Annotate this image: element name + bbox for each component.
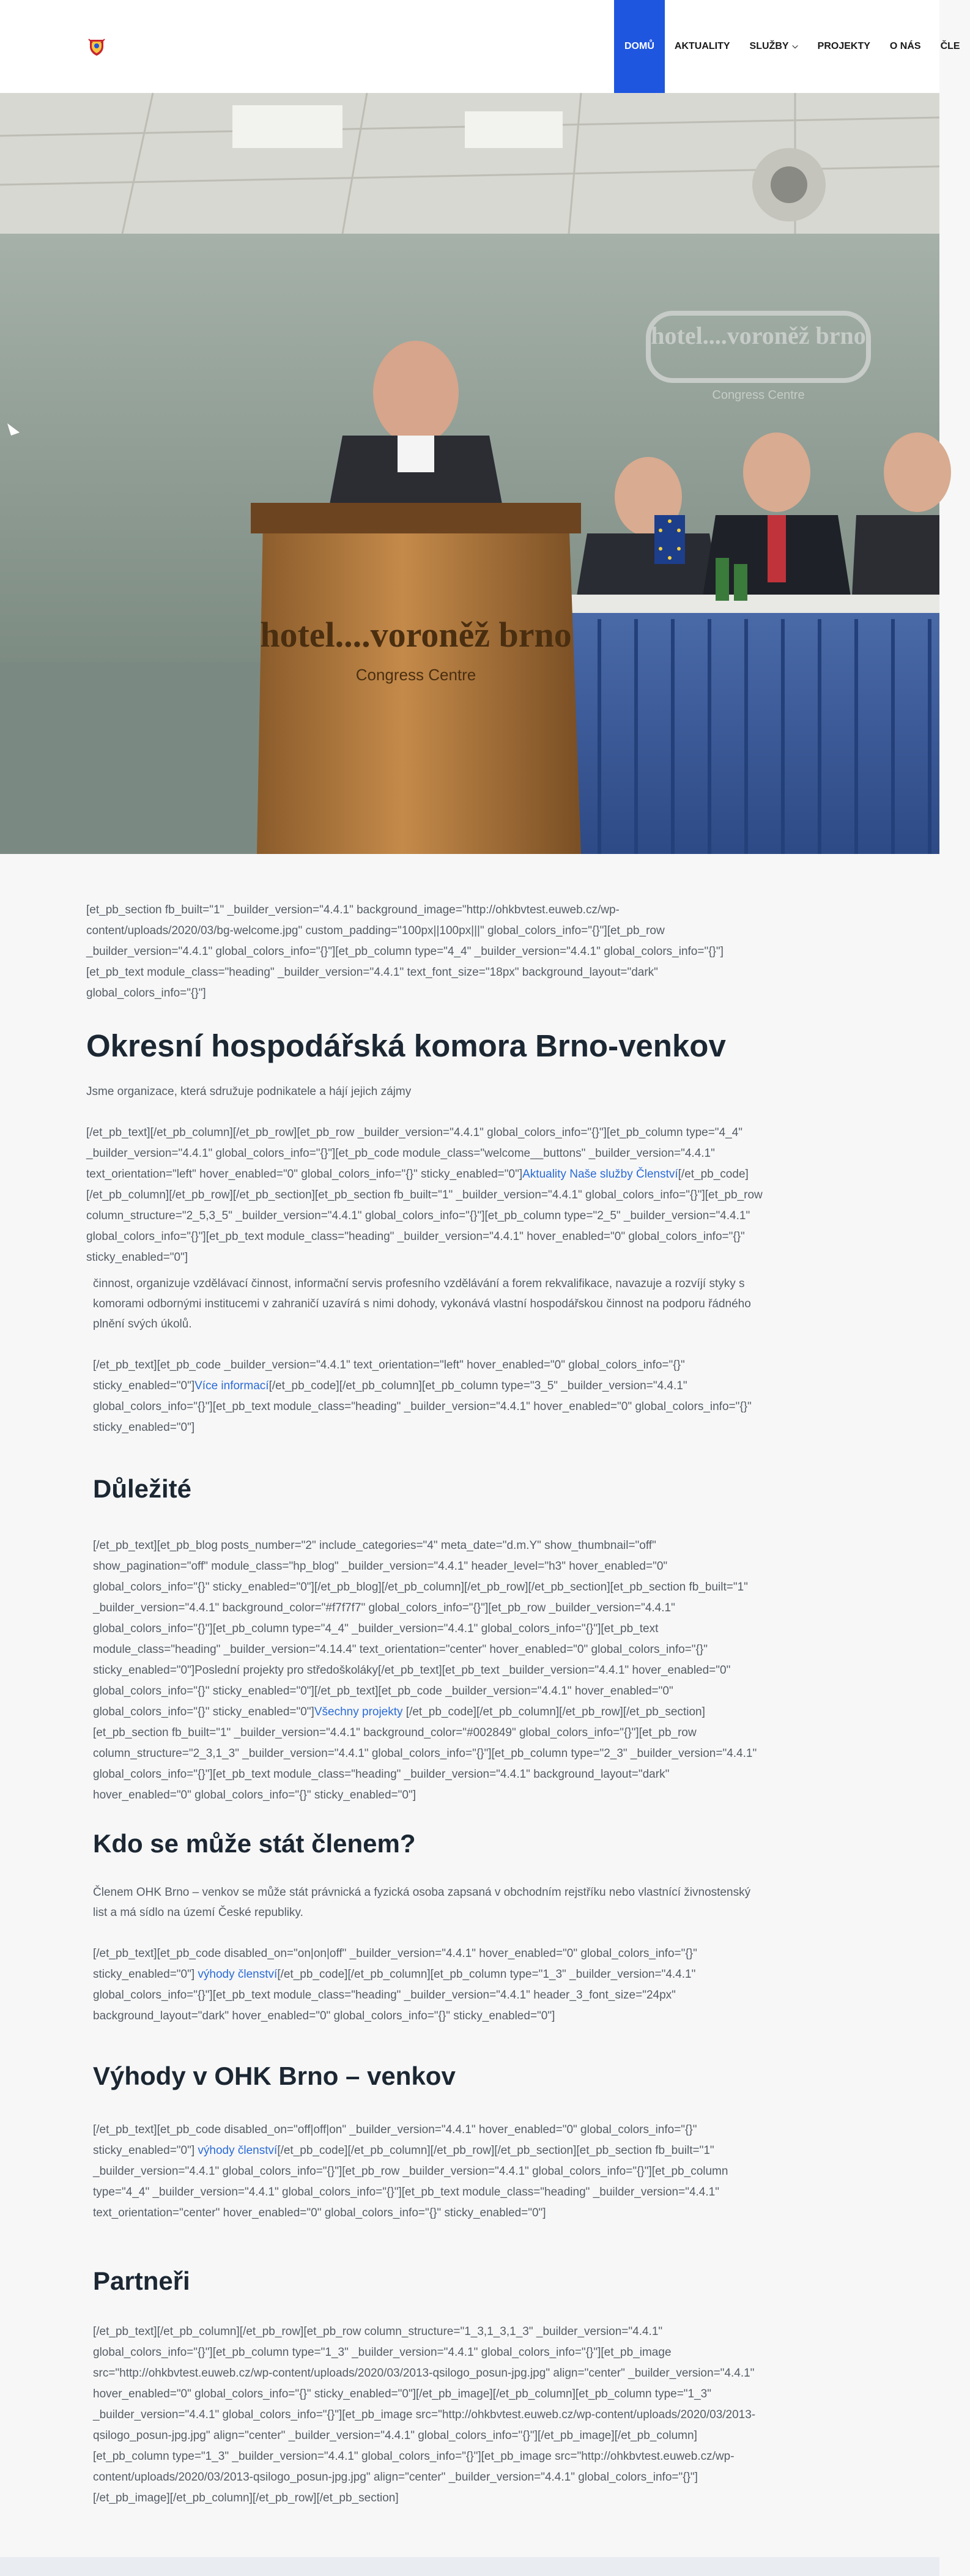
podium-subtext: Congress Centre: [355, 666, 476, 684]
page-subtitle: Jsme organizace, která sdružuje podnikatele a hájí jejich zájmy: [86, 1085, 412, 1098]
partners-heading: Partneři: [93, 2266, 190, 2295]
shortcode-2-before: [/et_pb_text][/et_pb_column][/et_pb_row][et_pb_row _builder_version="4.4.1" global_colors_info="{}"][et_pb_column type="4_4" _builder_version="4.4.1" global_colors_info="{}"][et_pb_code module_class="welcome__buttons" _builder_version="4.4.1" text_orientation="left" hover_enabled="0" global_colors_info="{}" sticky_enabled="0"]: [86, 1126, 742, 1181]
nav-item-membership[interactable]: [931, 0, 970, 93]
page-title: Okresní hospodářská komora Brno-venkov: [86, 1028, 726, 1063]
shortcode-3-before: [/et_pb_text][et_pb_code _builder_version="4.4.1" text_orientation="left" hover_enabled="0" global_colors_info="{}" sticky_enabled="0"]: [93, 1359, 685, 1392]
shortcode-block-4: [93, 1535, 766, 1806]
shortcode-2-after: [/et_pb_code][/et_pb_column][/et_pb_row][/et_pb_section][et_pb_section fb_built="1" _builder_version="4.4.1" global_colors_info="{}"][et_pb_row column_structure="2_5,3_5" _builder_version="4.4.1" global_colors_info="{}"][et_pb_column type="2_5" _builder_version="4.4.1" global_colors_info="{}"][et_pb_text module_class="heading" _builder_version="4.4.1" hover_enabled="0" global_colors_info="{}" sticky_enabled="0"]: [86, 1168, 763, 1264]
shortcode-block-5: [93, 1943, 766, 2027]
all-projects-link[interactable]: Všechny projekty: [314, 1706, 403, 1718]
nav-item-home[interactable]: [614, 0, 665, 93]
nav-item-news[interactable]: [665, 0, 740, 93]
nav-home-label: DOMŮ: [624, 41, 654, 51]
shortcode-block-7: [/et_pb_text][/et_pb_column][/et_pb_row][et_pb_row column_structure="1_3,1_3,1_3" _builder_version="4.4.1" global_colors_info="{}"][et_pb_column type="1_3" _builder_version="4.4.1" global_colors_info="{}"][et_pb_image src="http://ohkbvtest.euweb.cz/wp-content/uploads/2020/03/2013-qsilogo_posun-jpg.jpg" align="center" _builder_version="4.4.1" hover_enabled="0" global_colors_info="{}" sticky_enabled="0"][/et_pb_image][/et_pb_column][et_pb_column type="1_3" _builder_version="4.4.1" global_colors_info="{}"][et_pb_image src="http://ohkbvtest.euweb.cz/wp-content/uploads/2020/03/2013-qsilogo_posun-jpg.jpg" align="center" _builder_version="4.4.1" global_colors_info="{}"][/et_pb_image][/et_pb_column][et_pb_column type="1_3" _builder_version="4.4.1" global_colors_info="{}"][et_pb_image src="http://ohkbvtest.euweb.cz/wp-content/uploads/2020/03/2013-qsilogo_posun-jpg.jpg" align="center" _builder_version="4.4.1" global_colors_info="{}"][/et_pb_image][/et_pb_column][/et_pb_row][/et_pb_section]: [93, 2325, 756, 2504]
services-link[interactable]: Naše služby: [569, 1168, 633, 1181]
shortcode-5-before: [/et_pb_text][et_pb_code disabled_on="on|on|off" _builder_version="4.4.1" hover_enabled="0" global_colors_info="{}" sticky_enabled="0"]: [93, 1947, 697, 1981]
shortcode-block-6: [93, 2120, 772, 2224]
main-nav: [614, 0, 970, 93]
nav-about-label: O NÁS: [889, 41, 921, 51]
membership-link[interactable]: Členství: [636, 1168, 678, 1181]
news-link[interactable]: Aktuality: [522, 1168, 566, 1181]
shortcode-block-2: [86, 1123, 771, 1268]
nav-services-label: SLUŽBY: [749, 41, 789, 51]
nav-projects-label: PROJEKTY: [817, 41, 870, 51]
crest-icon[interactable]: [87, 38, 106, 56]
shortcode-6-after: [/et_pb_code][/et_pb_column][/et_pb_row][/et_pb_section][et_pb_section fb_built="1" _builder_version="4.4.1" global_colors_info="{}"][et_pb_row _builder_version="4.4.1" global_colors_info="{}"][et_pb_column type="4_4" _builder_version="4.4.1" global_colors_info="{}"][et_pb_text module_class="heading" _builder_version="4.4.1" text_orientation="center" hover_enabled="0" global_colors_info="{}" sticky_enabled="0"]: [93, 2144, 728, 2219]
about-text: činnost, organizuje vzdělávací činnost, informační servis profesního vzdělávání a forem rekvalifikace, navazuje a rozvíjí styky s komorami odbornými institucemi v zahraničí uzavírá s nimi dohody, vykonává vlastní hospodářskou činnost na podporu řádného plnění svých úkolů.: [93, 1277, 751, 1331]
hero-image: [0, 93, 939, 854]
more-info-link[interactable]: Více informací: [194, 1379, 269, 1392]
nav-news-label: AKTUALITY: [674, 41, 730, 51]
shortcode-6-before: [/et_pb_text][et_pb_code disabled_on="off|off|on" _builder_version="4.4.1" hover_enabled="0" global_colors_info="{}" sticky_enabled="0"]: [93, 2123, 697, 2157]
podium-text: hotel....voroněž brno: [260, 615, 572, 655]
important-heading: Důležité: [93, 1474, 192, 1503]
wall-sign-text: hotel....voroněž brno: [651, 322, 866, 349]
footer-strip: [0, 2557, 939, 2576]
chevron-down-icon: ⌵: [792, 41, 798, 50]
membership-benefits-link[interactable]: výhody členství: [198, 1968, 278, 1981]
shortcode-3-after: [/et_pb_code][/et_pb_column][et_pb_column type="3_5" _builder_version="4.4.1" global_colors_info="{}"][et_pb_text module_class="heading" _builder_version="4.4.1" hover_enabled="0" global_colors_info="{}" sticky_enabled="0"]: [93, 1379, 752, 1434]
site-header: [0, 0, 960, 93]
shortcode-4-before: [/et_pb_text][et_pb_blog posts_number="2" include_categories="4" meta_date="d.m.Y" show_thumbnail="off" show_pagination="off" module_class="hp_blog" _builder_version="4.4.1" header_level="h3" hover_enabled="0" global_colors_info="{}" sticky_enabled="0"][/et_pb_blog][/et_pb_column][/et_pb_row][/et_pb_section][et_pb_section fb_built="1" _builder_version="4.4.1" background_color="#f7f7f7" global_colors_info="{}"][et_pb_row _builder_version="4.4.1" global_colors_info="{}"][et_pb_column type="4_4" _builder_version="4.4.1" global_colors_info="{}"][et_pb_text module_class="heading" _builder_version="4.14.4" text_orientation="center" hover_enabled="0" global_colors_info="{}" sticky_enabled="0"]Poslední projekty pro středoškoláky[/et_pb_text][et_pb_text _builder_version="4.4.1" hover_enabled="0" global_colors_info="{}" sticky_enabled="0"][/et_pb_text][et_pb_code _builder_version="4.4.1" hover_enabled="0" global_colors_info="{}" sticky_enabled="0"]: [93, 1539, 748, 1718]
membership-heading: Kdo se může stát členem?: [93, 1829, 416, 1858]
conference-photo: [0, 93, 939, 854]
shortcode-4-after: [/et_pb_code][/et_pb_column][/et_pb_row][/et_pb_section][et_pb_section fb_built="1" _builder_version="4.4.1" background_color="#002849" global_colors_info="{}"][et_pb_row column_structure="2_3,1_3" _builder_version="4.4.1" global_colors_info="{}"][et_pb_column type="2_3" _builder_version="4.4.1" global_colors_info="{}"][et_pb_text module_class="heading" _builder_version="4.4.1" background_layout="dark" hover_enabled="0" global_colors_info="{}" sticky_enabled="0"]: [93, 1706, 757, 1802]
shortcode-5-after: [/et_pb_code][/et_pb_column][et_pb_column type="1_3" _builder_version="4.4.1" global_colors_info="{}"][et_pb_text module_class="heading" _builder_version="4.4.1" header_3_font_size="24px" background_layout="dark" hover_enabled="0" global_colors_info="{}" sticky_enabled="0"]: [93, 1968, 696, 2022]
nav-item-about[interactable]: [880, 0, 931, 93]
nav-membership-label: ČLE: [940, 41, 960, 51]
nav-item-services[interactable]: [740, 0, 808, 93]
benefits-heading: Výhody v OHK Brno – venkov: [93, 2062, 456, 2090]
benefits-link[interactable]: výhody členství: [198, 2144, 278, 2157]
shortcode-block-3: [93, 1355, 766, 1438]
membership-text: Členem OHK Brno – venkov se může stát právnická a fyzická osoba zapsaná v obchodním rejstříku nebo vlastnící živnostenský list a má sídlo na území České republiky.: [93, 1886, 751, 1919]
wall-sign-subtext: Congress Centre: [712, 388, 805, 402]
nav-item-projects[interactable]: [808, 0, 880, 93]
shortcode-block-1: [et_pb_section fb_built="1" _builder_version="4.4.1" background_image="http://ohkbvtest.euweb.cz/wp-content/uploads/2020/03/bg-welcome.jpg" custom_padding="100px||100px|||" global_colors_info="{}"][et_pb_row _builder_version="4.4.1" global_colors_info="{}"][et_pb_column type="4_4" _builder_version="4.4.1" global_colors_info="{}"][et_pb_text module_class="heading" _builder_version="4.4.1" text_font_size="18px" background_layout="dark" global_colors_info="{}"]: [86, 904, 724, 1000]
